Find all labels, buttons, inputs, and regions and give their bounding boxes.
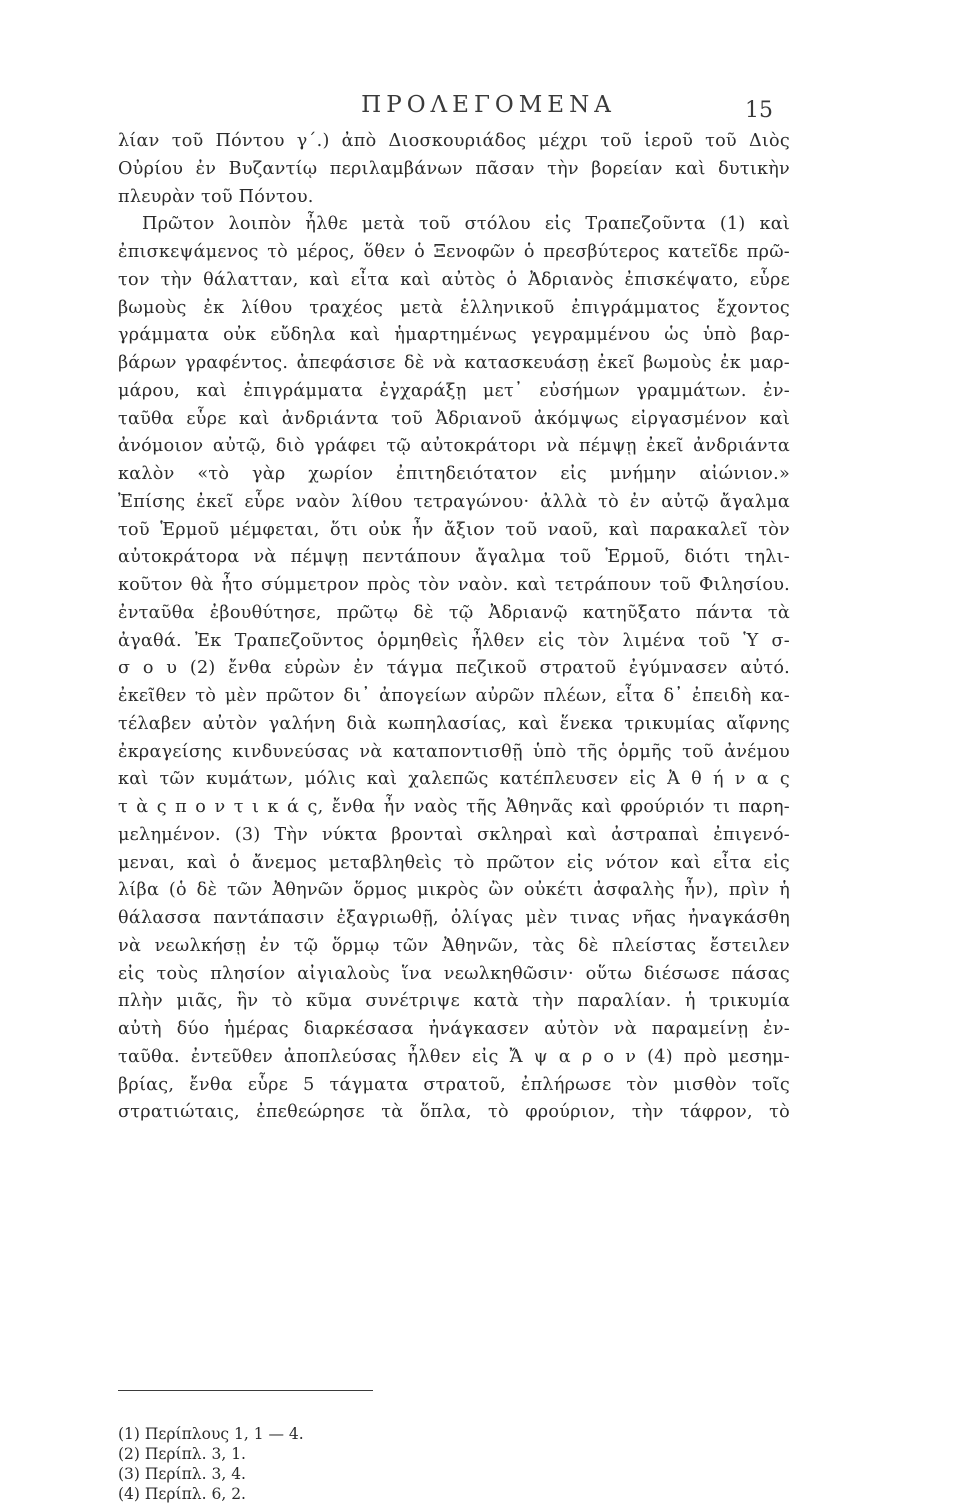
text-line: ἀνόμοιον αὐτῷ, διὸ γράφει τῷ αὐτοκράτορι νὰ πέμψῃ ἐκεῖ ἀνδριάντα <box>118 436 790 457</box>
text-line: βωμοὺς ἐκ λίθου τραχέος μετὰ ἑλληνικοῦ ἐπιγράμματος ἔχοντος <box>118 297 790 318</box>
text-line: ταῦθα εὗρε καὶ ἀνδριάντα τοῦ Ἀδριανοῦ ἀκόμψως εἰργασμένον καὶ <box>118 408 790 429</box>
text-line: ἐνταῦθα ἐβουθύτησε, πρῶτῳ δὲ τῷ Ἀδριανῷ κατηῦξατο πάντα τὰ <box>118 602 790 623</box>
footnote: (3) Περίπλ. 3, 4. <box>118 1465 246 1483</box>
text-line: ἐκραγείσης κινδυνεύσας νὰ καταποντισθῇ ὑπὸ τῆς ὁρμῆς τοῦ ἀνέμου <box>118 741 790 762</box>
text-line: μάρου, καὶ ἐπιγράμματα ἐγχαράξῃ μετ᾽ εὐσήμων γραμμάτων. ἐν- <box>118 380 790 401</box>
text-line: Πρῶτον λοιπὸν ἦλθε μετὰ τοῦ στόλου εἰς Τραπεζοῦντα (1) καὶ <box>142 214 790 235</box>
text-line: λίβα (ὁ δὲ τῶν Ἀθηνῶν ὅρμος μικρὸς ὢν οὐκέτι ἀσφαλὴς ἦν), πρὶν ἡ <box>118 880 790 901</box>
text-line: Ἐπίσης ἐκεῖ εὗρε ναὸν λίθου τετραγώνου· ἀλλὰ τὸ ἐν αὐτῷ ἄγαλμα <box>118 491 790 512</box>
text-line: στρατιώταις, ἐπεθεώρησε τὰ ὅπλα, τὸ φρούριον, τὴν τάφρον, τὸ <box>118 1102 790 1123</box>
text-line: Οὐρίου ἐν Βυζαντίῳ περιλαμβάνων πᾶσαν τὴν βορείαν καὶ δυτικὴν <box>118 158 790 179</box>
text-line: ταῦθα. ἐντεῦθεν ἀποπλεύσας ἦλθεν εἰς Ἄ ψ α ρ ο ν (4) πρὸ μεσημ- <box>118 1046 790 1067</box>
footnotes <box>118 1424 518 1504</box>
text-line: μελημένον. (3) Τὴν νύκτα βρονταὶ σκληραὶ καὶ ἀστραπαὶ ἐπιγενό- <box>118 824 790 845</box>
text-line: μεναι, καὶ ὁ ἄνεμος μεταβληθεὶς τὸ πρῶτον εἰς νότον καὶ εἶτα εἰς <box>118 852 790 873</box>
text-line: κοῦτον θὰ ἦτο σύμμετρον πρὸς τὸν ναὸν. καὶ τετράπουν τοῦ Φιλησίου. <box>118 575 790 595</box>
footnote: (4) Περίπλ. 6, 2. <box>118 1485 246 1503</box>
text-line: καλὸν «τὸ γὰρ χωρίον ἐπιτηδειότατον εἰς μνήμην αἰώνιον.» <box>118 464 790 484</box>
text-line: αὐτὴ δύο ἡμέρας διαρκέσασα ἠνάγκασεν αὐτὸν νὰ παραμείνῃ ἐν- <box>118 1019 790 1039</box>
text-line: νὰ νεωλκήσῃ ἐν τῷ ὅρμῳ τῶν Ἀθηνῶν, τὰς δὲ πλείστας ἔστειλεν <box>118 935 790 956</box>
body-text <box>118 128 790 1127</box>
text-line: τοῦ Ἑρμοῦ μέμφεται, ὅτι οὐκ ἦν ἄξιον τοῦ ναοῦ, καὶ παρακαλεῖ τὸν <box>118 519 790 540</box>
text-line: θάλασσα παντάπασιν ἐξαγριωθῇ, ὀλίγας μὲν τινας νῆας ἠναγκάσθη <box>118 908 790 928</box>
text-line: πλὴν μιᾶς, ἣν τὸ κῦμα συνέτριψε κατὰ τὴν παραλίαν. ἡ τρικυμία <box>118 991 790 1012</box>
text-line: τ ὰ ς π ο ν τ ι κ ά ς, ἔνθα ἦν ναὸς τῆς Ἀθηνᾶς καὶ φρούριόν τι παρη- <box>118 797 790 817</box>
text-line: σ ο υ (2) ἔνθα εὑρὼν ἐν τάγμα πεζικοῦ στρατοῦ ἐγύμνασεν αὐτό. <box>118 658 790 679</box>
page-number: 15 <box>745 98 773 123</box>
text-line: τον τὴν θάλατταν, καὶ εἶτα καὶ αὐτὸς ὁ Ἀδριανὸς ἐπισκέψατο, εὗρε <box>118 269 790 290</box>
text-line: ἐκεῖθεν τὸ μὲν πρῶτον δι᾽ ἀπογείων αὐρῶν πλέων, εἶτα δ᾽ ἐπειδὴ κα- <box>118 686 790 706</box>
footnote-divider <box>118 1390 373 1391</box>
text-line: ἐπισκεψάμενος τὸ μέρος, ὅθεν ὁ Ξενοφῶν ὁ πρεσβύτερος κατεῖδε πρῶ- <box>118 242 790 262</box>
text-line: βρίας, ἔνθα εὗρε 5 τάγματα στρατοῦ, ἐπλήρωσε τὸν μισθὸν τοῖς <box>118 1074 790 1095</box>
text-line: ἀγαθά. Ἐκ Τραπεζοῦντος ὁρμηθεὶς ἦλθεν εἰς τὸν λιμένα τοῦ Ὑ σ- <box>118 630 790 651</box>
footnote: (2) Περίπλ. 3, 1. <box>118 1445 246 1463</box>
running-title: ΠΡΟΛΕΓΟΜΕΝΑ <box>361 92 616 118</box>
text-line: λίαν τοῦ Πόντου γ΄.) ἀπὸ Διοσκουριάδος μέχρι τοῦ ἱεροῦ τοῦ Διὸς <box>118 131 790 151</box>
text-line: αὐτοκράτορα νὰ πέμψῃ πεντάπουν ἄγαλμα τοῦ Ἑρμοῦ, διότι τηλι- <box>118 547 790 568</box>
footnote: (1) Περίπλους 1, 1 — 4. <box>118 1425 304 1443</box>
text-line: βάρων γραφέντος. ἀπεφάσισε δὲ νὰ κατασκευάσῃ ἐκεῖ βωμοὺς ἐκ μαρ- <box>118 353 790 373</box>
text-line: καὶ τῶν κυμάτων, μόλις καὶ χαλεπῶς κατέπλευσεν εἰς Ἀ θ ή ν α ς <box>118 769 790 790</box>
text-line: πλευρὰν τοῦ Πόντου. <box>118 186 314 207</box>
text-line: τέλαβεν αὐτὸν γαλήνη διὰ κωπηλασίας, καὶ ἕνεκα τρικυμίας αἴφνης <box>118 713 790 734</box>
text-line: εἰς τοὺς πλησίον αἰγιαλοὺς ἵνα νεωλκηθῶσιν· οὕτω διέσωσε πάσας <box>118 963 790 984</box>
text-line: γράμματα οὐκ εὔδηλα καὶ ἡμαρτημένως γεγραμμένου ὡς ὑπὸ βαρ- <box>118 325 790 346</box>
